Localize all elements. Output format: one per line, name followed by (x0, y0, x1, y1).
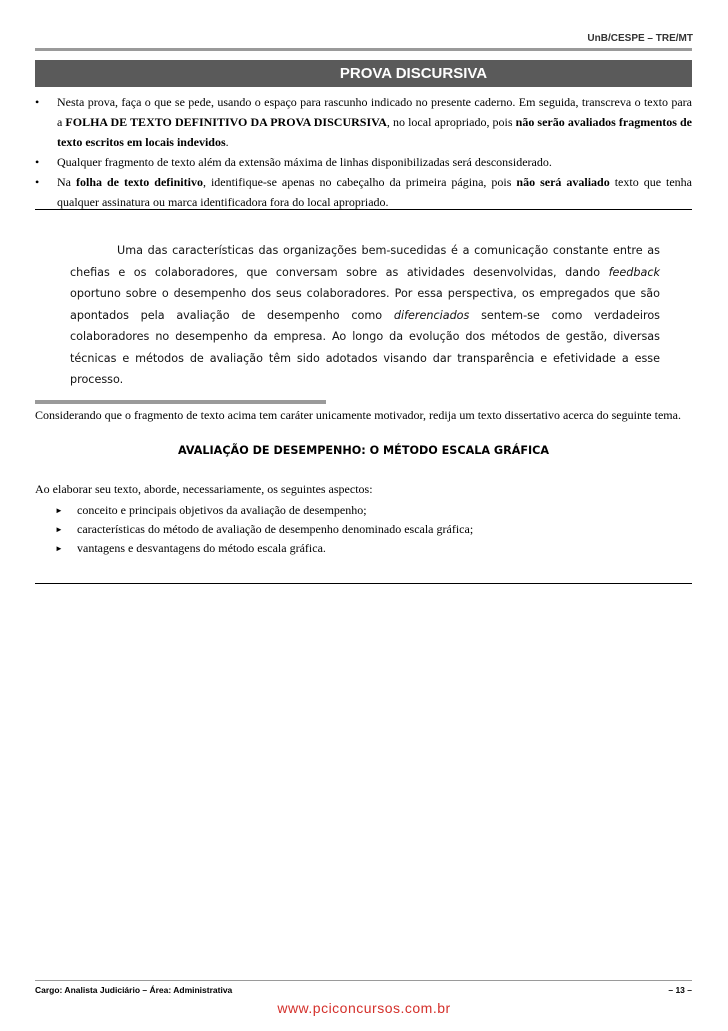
bold-text: não serão avaliados fragmentos de texto escritos em locais indevidos (57, 115, 692, 149)
text-run: Na (57, 175, 76, 189)
essay-theme: AVALIAÇÃO DE DESEMPENHO: O MÉTODO ESCALA GRÁFICA (177, 444, 550, 457)
text-run: texto que tenha qualquer assinatura ou marca identificadora fora do local apropriado. (57, 175, 693, 209)
bullet-icon: • (35, 155, 40, 169)
prompt-intro: Considerando que o fragmento de texto acima tem caráter unicamente motivador, redija um texto dissertativo acerca do seguinte tema. (35, 408, 681, 422)
text-run: , identifique-se apenas no cabeçalho da primeira página, pois (202, 175, 517, 189)
instructions-list (35, 92, 692, 212)
section-banner: PROVA DISCURSIVA (35, 60, 692, 87)
aspect-text: características do método de avaliação de desempenho denominado escala gráfica; (77, 522, 474, 536)
bullet-icon: • (35, 95, 40, 109)
bullet-icon: • (35, 175, 40, 189)
text-run: oportuno sobre o desempenho dos seus colaboradores. Por essa perspectiva, os empregados que são apontados pela avaliação de desempenho como (70, 287, 660, 322)
aspect-item (35, 539, 692, 558)
aspect-item (35, 501, 692, 520)
aspects-list (35, 501, 692, 558)
triangle-bullet-icon: ► (55, 525, 63, 534)
header-divider (35, 48, 692, 51)
text-run: , no local apropriado, pois (386, 115, 516, 129)
text-run: sentem-se como verdadeiros colaboradores no desempenho da empresa. Ao longo da evolução dos métodos de gestão, diversas técnicas e métodos de avaliação têm sido adotados visando dar transparência e efetividade a esse processo. (70, 308, 661, 386)
footer-divider (35, 980, 692, 981)
instruction-text (57, 175, 692, 209)
instruction-item (35, 92, 692, 152)
text-run: Uma das características das organizações bem-sucedidas é a comunicação constante entre as chefias e os colaboradores, que conversam sobre as atividades desenvolvidas, dando (70, 244, 660, 279)
aspect-item (35, 520, 692, 539)
page-number: – 13 – (668, 985, 692, 995)
source-link[interactable]: www.pciconcursos.com.br (277, 1000, 451, 1016)
bold-text: não será avaliado (516, 175, 610, 189)
aspect-text: conceito e principais objetivos da avaliação de desempenho; (77, 503, 367, 517)
aspects-divider (35, 583, 692, 584)
triangle-bullet-icon: ► (55, 544, 63, 553)
footer-position: Cargo: Analista Judiciário – Área: Administrativa (35, 985, 233, 995)
instructions-divider (35, 209, 692, 210)
text-run: Nesta prova, faça o que se pede, usando o espaço para rascunho indicado no presente caderno. Em seguida, transcreva o texto para a (57, 95, 692, 129)
italic-text: diferenciados (393, 308, 470, 322)
aspects-intro: Ao elaborar seu texto, aborde, necessariamente, os seguintes aspectos: (35, 482, 373, 496)
motivating-text (70, 240, 660, 391)
instruction-text (57, 155, 552, 169)
header-org: UnB/CESPE – TRE/MT (587, 33, 693, 44)
quote-divider (35, 400, 326, 404)
instruction-item (35, 152, 692, 172)
instruction-text (57, 95, 692, 149)
aspect-text: vantagens e desvantagens do método escala gráfica. (77, 541, 326, 555)
text-run: . (225, 135, 229, 149)
motivating-paragraph (70, 240, 660, 391)
text-run: Qualquer fragmento de texto além da extensão máxima de linhas disponibilizadas será desconsiderado. (57, 155, 552, 169)
italic-text: feedback (608, 265, 660, 279)
bold-text: FOLHA DE TEXTO DEFINITIVO DA PROVA DISCURSIVA (65, 115, 387, 129)
bold-text: folha de texto definitivo (75, 175, 203, 189)
instruction-item (35, 172, 692, 212)
triangle-bullet-icon: ► (55, 506, 63, 515)
